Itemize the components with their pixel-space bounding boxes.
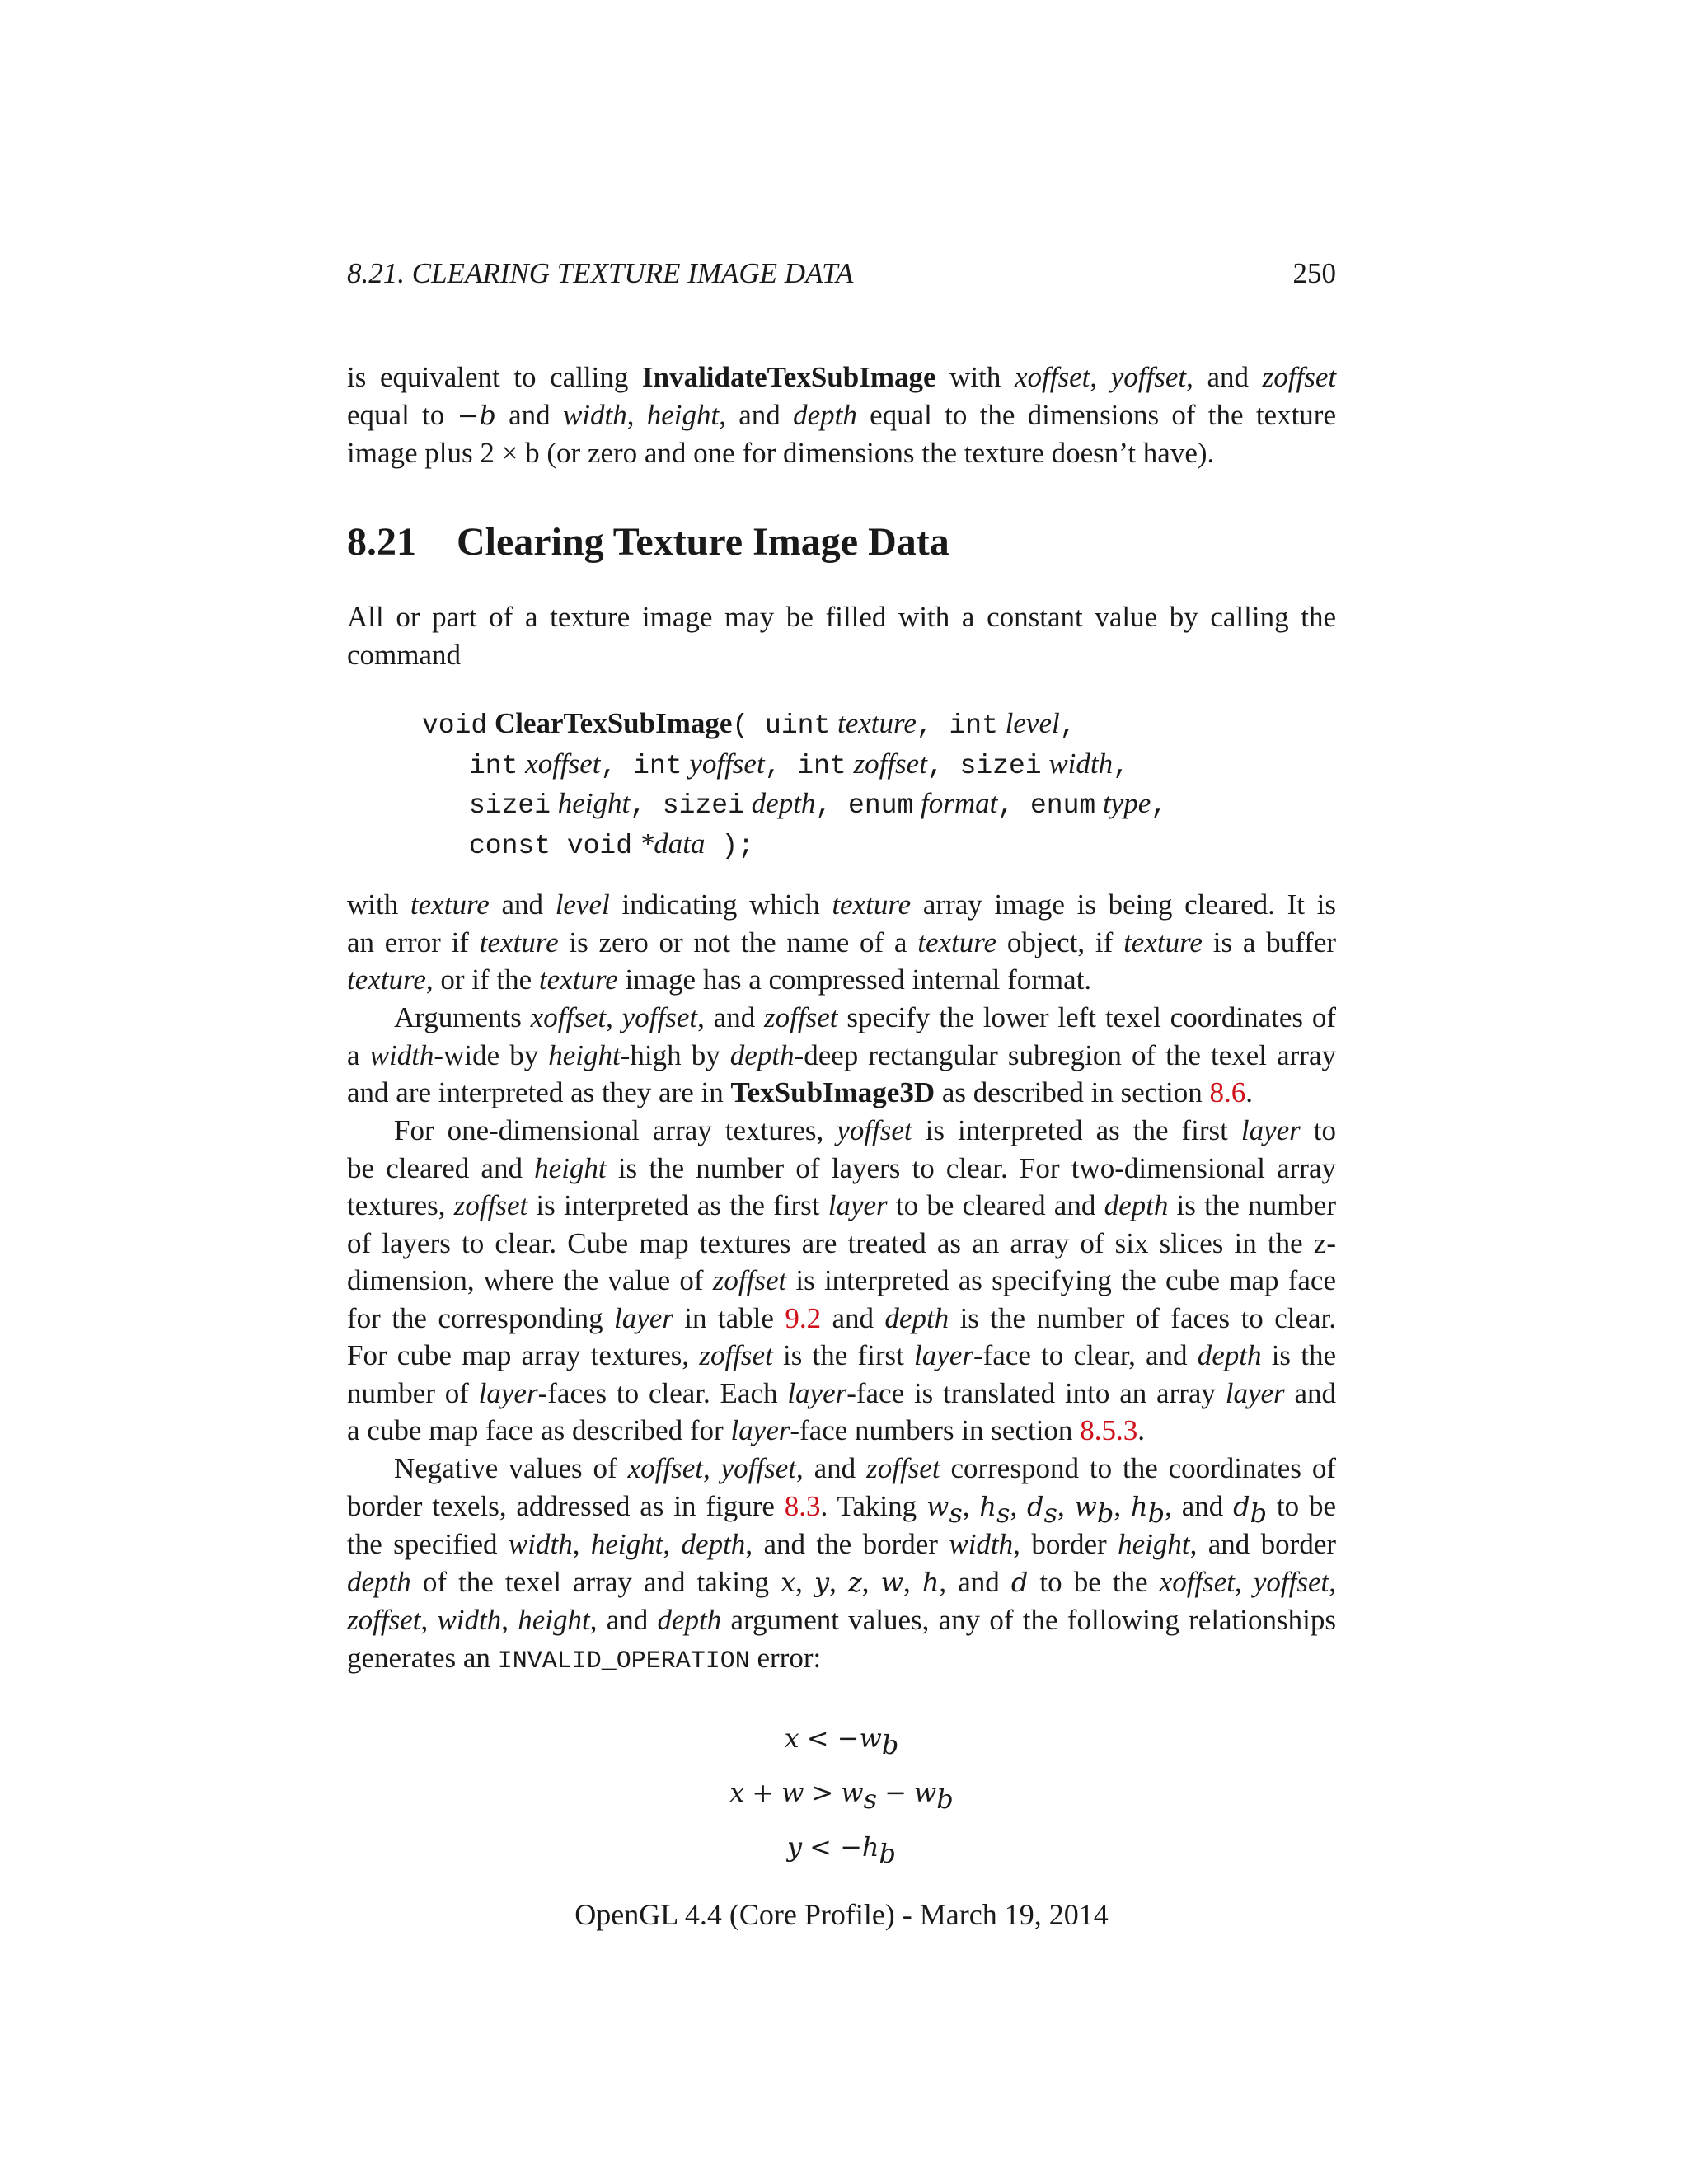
p4-line: For one-dimensional array textures, yoffset is interpreted as the first layer to (394, 1114, 1336, 1146)
p5-line: border texels, addressed as in figure 8.3. Taking $w_s$, $h_s$, $d_s$, $w_b$, $h_b$, and $d_b$ to be (347, 1489, 1336, 1529)
func-invalidatetexsubimage: InvalidateTexSubImage (641, 361, 936, 393)
func-cleartexsubimage: ClearTexSubImage (494, 707, 733, 739)
p5-line: generates an INVALID_OPERATION error: (347, 1641, 822, 1675)
p3-line: Arguments xoffset, yoffset, and zoffset specify the lower left texel coordinates of (394, 1001, 1336, 1033)
p4-line: be cleared and height is the number of layers to clear. For two-dimensional array (347, 1151, 1337, 1184)
p5-line: Negative values of xoffset, yoffset, and zoffset correspond to the coordinates of (394, 1452, 1337, 1484)
intro-line-1: is equivalent to calling InvalidateTexSubImage with xoffset, yoffset, and zoffset (347, 361, 1337, 393)
p4-line: dimension, where the value of zoffset is interpreted as specifying the cube map face (347, 1264, 1336, 1296)
p5-line: zoffset, width, height, and depth argument values, any of the following relationships (347, 1604, 1336, 1636)
paragraph-negative-values (347, 1450, 1336, 1680)
running-header (347, 257, 1336, 293)
p4-line: a cube map face as described for layer-face numbers in section 8.5.3. (347, 1414, 1145, 1446)
p4-line: For cube map array textures, zoffset is the first layer-face to clear, and depth is the (347, 1339, 1337, 1371)
page-footer: OpenGL 4.4 (Core Profile) - March 19, 2014 (574, 1898, 1109, 1931)
p3-line: a width-wide by height-high by depth-deep rectangular subregion of the texel array (347, 1038, 1336, 1071)
proto-line-4: const void *data ); (469, 827, 754, 861)
header-section-title: 8.21. CLEARING TEXTURE IMAGE DATA (347, 257, 854, 289)
p4-line: of layers to clear. Cube map textures are treated as an array of six slices in the z- (347, 1226, 1336, 1259)
proto-line-3: sizei height, sizei depth, enum format, enum type, (469, 787, 1168, 821)
proto-line-2: int xoffset, int yoffset, int zoffset, sizei width, (469, 747, 1129, 781)
lead-line-2: command (347, 638, 462, 671)
equation-2: $x + w > w_s - w_b$ (729, 1777, 954, 1815)
intro-line-3: image plus 2 × b (or zero and one for dimensions the texture doesn’t have). (347, 437, 1215, 469)
p5-line: depth of the texel array and taking x, y, z, w, h, and d to be the xoffset, yoffset, (347, 1565, 1336, 1598)
paragraph-array-textures (347, 1112, 1336, 1450)
paragraph-arguments (347, 999, 1336, 1112)
p4-line: number of layer-faces to clear. Each layer-face is translated into an array layer and (347, 1376, 1336, 1409)
section-title: Clearing Texture Image Data (457, 520, 950, 564)
page-number: 250 (1292, 257, 1336, 289)
paragraph-texture-level (347, 886, 1336, 999)
p3-line: and are interpreted as they are in TexSubImage3D as described in section 8.6. (347, 1076, 1253, 1108)
p4-line: textures, zoffset is interpreted as the first layer to be cleared and depth is the number (347, 1189, 1336, 1221)
section-number: 8.21 (347, 520, 416, 564)
lead-line-1: All or part of a texture image may be filled with a constant value by calling the (347, 601, 1336, 633)
p2-line: an error if texture is zero or not the name of a texture object, if texture is a buffer (347, 926, 1337, 958)
proto-line-1: void ClearTexSubImage( uint texture, int level, (422, 707, 1076, 741)
equation-1: $x < -w_b$ (784, 1722, 899, 1760)
section-heading (347, 519, 950, 565)
equation-3: $y < -h_b$ (787, 1831, 896, 1869)
p2-line: texture, or if the texture image has a compressed internal format. (347, 963, 1092, 996)
p4-line: for the corresponding layer in table 9.2 and depth is the number of faces to clear. (347, 1301, 1336, 1334)
intro-line-2: equal to −b and width, height, and depth equal to the dimensions of the texture (347, 398, 1336, 431)
p5-line: the specified width, height, depth, and the border width, border height, and border (347, 1528, 1337, 1560)
inequality-list (347, 1710, 1336, 1873)
p2-line: with texture and level indicating which texture array image is being cleared. It is (347, 888, 1336, 921)
lead-paragraph (347, 598, 1336, 673)
intro-paragraph (347, 359, 1336, 472)
function-prototype (422, 705, 1167, 865)
